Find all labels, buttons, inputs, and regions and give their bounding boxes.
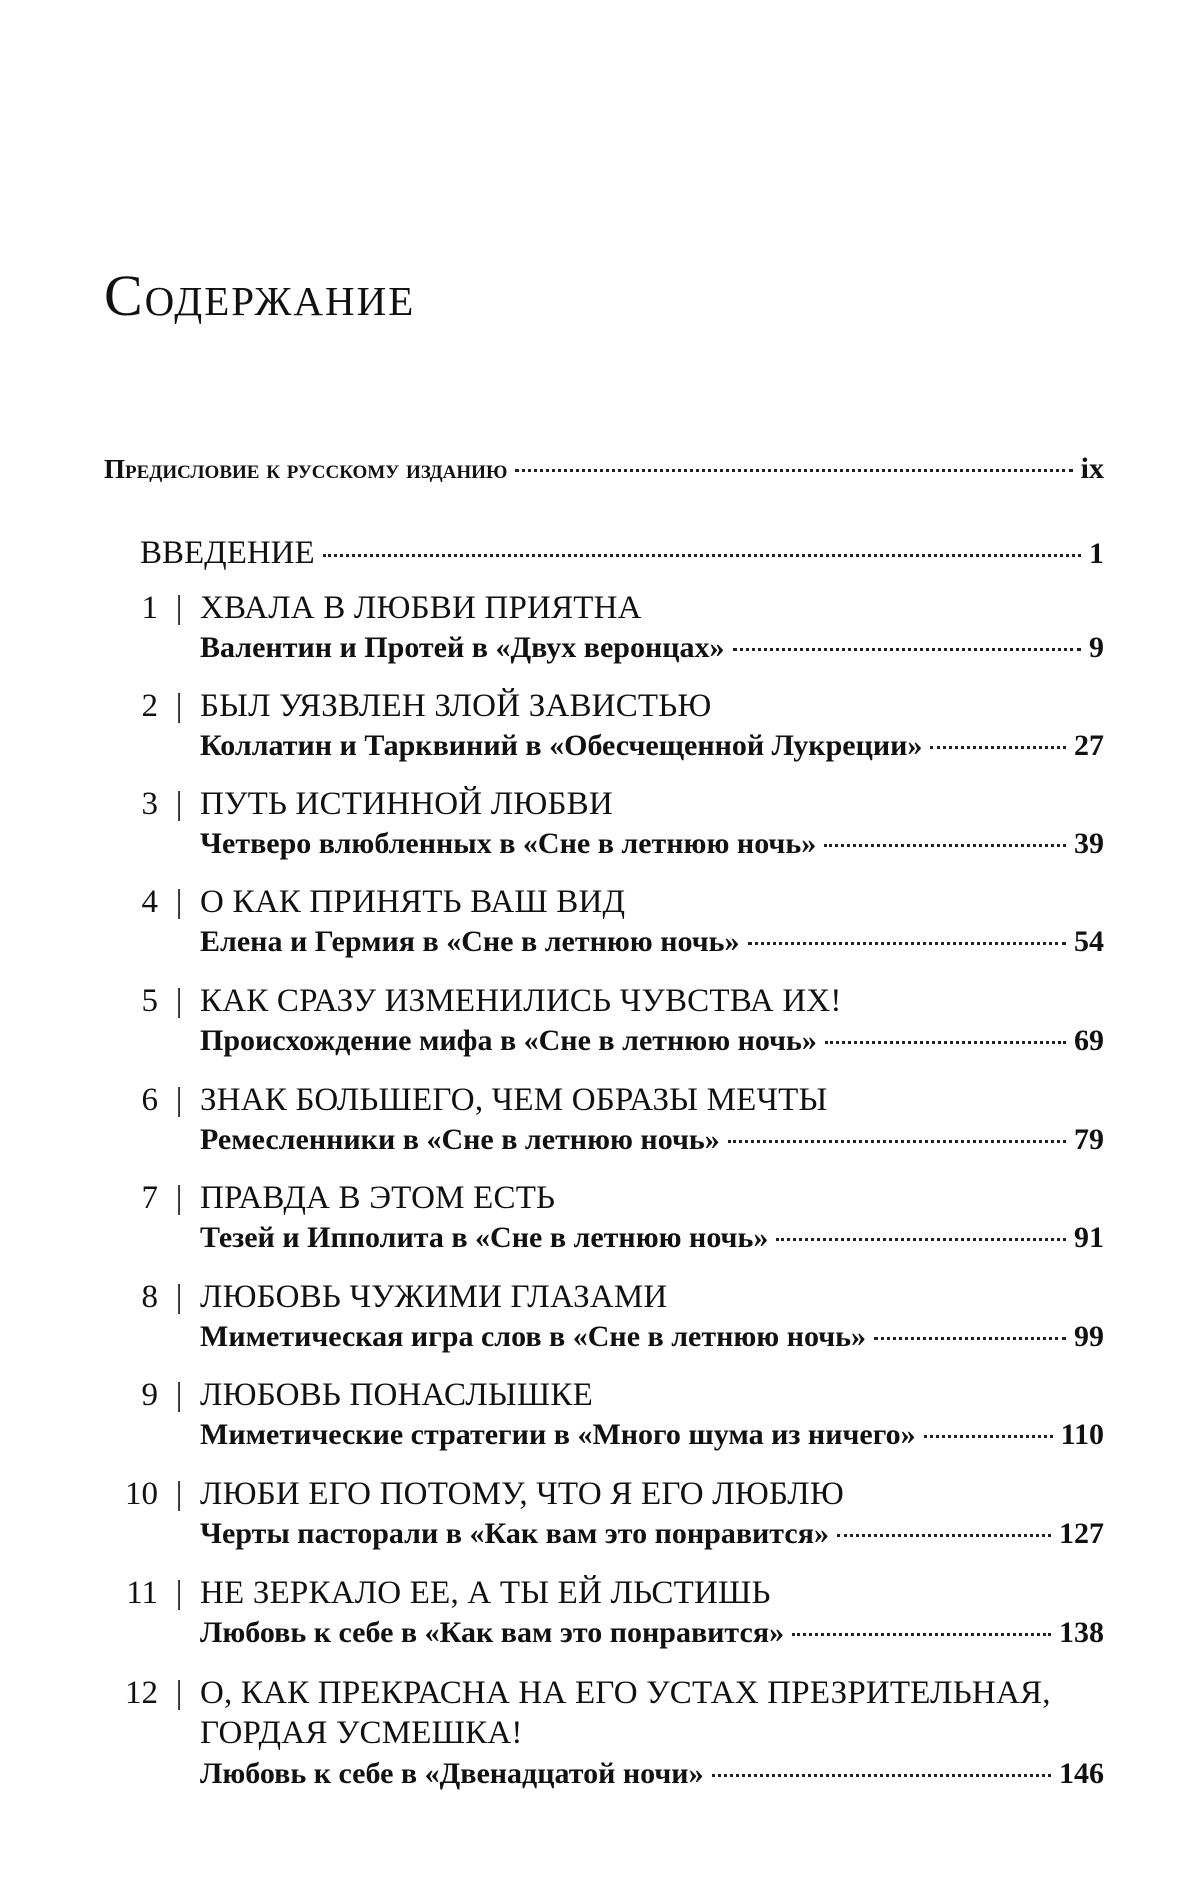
page-number: 91: [1074, 1221, 1104, 1254]
chapter-subtitle: Коллатин и Тарквиний в «Обесчещенной Лукреции»: [200, 729, 923, 762]
page-number: 110: [1060, 1418, 1104, 1451]
chapter-number: 11: [126, 1575, 158, 1611]
page-number: 39: [1074, 827, 1104, 860]
chapter-number: 1: [141, 590, 158, 626]
page-number: 127: [1059, 1517, 1104, 1550]
chapter-number: 8: [141, 1279, 158, 1315]
chapter-title: НЕ ЗЕРКАЛО ЕЕ, А ТЫ ЕЙ ЛЬСТИШЬ: [200, 1575, 771, 1611]
separator: |: [175, 590, 183, 626]
chapter-number: 6: [141, 1082, 158, 1118]
toc-entry-chapter[interactable]: [104, 884, 1104, 959]
toc-entry-chapter[interactable]: [104, 1673, 1104, 1791]
chapter-title: О, КАК ПРЕКРАСНА НА ЕГО УСТАХ ПРЕЗРИТЕЛЬНАЯ, ГОРДАЯ УСМЕШКА!: [200, 1675, 1051, 1751]
toc-entry-chapter[interactable]: [104, 786, 1104, 861]
chapter-title: БЫЛ УЯЗВЛЕН ЗЛОЙ ЗАВИСТЬЮ: [200, 688, 712, 724]
toc-entry-chapter[interactable]: [104, 1180, 1104, 1255]
chapter-number: 9: [141, 1377, 158, 1413]
dot-leader: [776, 1238, 1066, 1241]
toc-entry-preface[interactable]: [104, 452, 1104, 486]
chapter-subtitle: Ремесленники в «Сне в летнюю ночь»: [200, 1123, 720, 1156]
toc-entry-chapter[interactable]: [104, 1575, 1104, 1650]
chapter-number: 3: [141, 786, 158, 822]
toc-entry-chapter[interactable]: [104, 1279, 1104, 1354]
chapter-title: ЛЮБОВЬ ПОНАСЛЫШКЕ: [200, 1377, 593, 1413]
dot-leader: [515, 469, 1072, 472]
dot-leader: [712, 1774, 1051, 1777]
chapter-subtitle: Любовь к себе в «Двенадцатой ночи»: [200, 1757, 704, 1790]
page-number: 69: [1074, 1024, 1104, 1057]
chapter-number: 5: [141, 983, 158, 1019]
preface-label: Предисловие к русскому изданию: [104, 454, 508, 484]
chapter-subtitle: Происхождение мифа в «Сне в летнюю ночь»: [200, 1024, 817, 1057]
dot-leader: [825, 1041, 1066, 1044]
separator: |: [175, 688, 183, 724]
dot-leader: [874, 1337, 1066, 1340]
chapter-title: ЗНАК БОЛЬШЕГО, ЧЕМ ОБРАЗЫ МЕЧТЫ: [200, 1082, 828, 1118]
page-number: 54: [1074, 925, 1104, 958]
separator: |: [175, 1279, 183, 1315]
dot-leader: [323, 554, 1081, 557]
toc-entry-chapter[interactable]: [104, 590, 1104, 665]
separator: |: [175, 1476, 183, 1512]
dot-leader: [748, 942, 1066, 945]
chapter-subtitle: Миметические стратегии в «Много шума из ничего»: [200, 1418, 916, 1451]
dot-leader: [733, 648, 1081, 651]
chapter-number: 2: [141, 688, 158, 724]
dot-leader: [930, 746, 1066, 749]
chapter-number: 10: [125, 1476, 158, 1512]
chapter-title: О КАК ПРИНЯТЬ ВАШ ВИД: [200, 884, 626, 920]
toc-entry-chapter[interactable]: [104, 1476, 1104, 1551]
chapter-subtitle: Черты пасторали в «Как вам это понравится»: [200, 1517, 829, 1550]
separator: |: [175, 1082, 183, 1118]
page-title: Содержание: [104, 263, 416, 328]
introduction-label: ВВЕДЕНИЕ: [140, 535, 315, 571]
separator: |: [175, 1377, 183, 1413]
toc-entry-chapter[interactable]: [104, 983, 1104, 1058]
separator: |: [175, 1575, 183, 1611]
chapter-subtitle: Валентин и Протей в «Двух веронцах»: [200, 631, 725, 664]
dot-leader: [824, 844, 1066, 847]
dot-leader: [924, 1435, 1053, 1438]
chapter-subtitle: Тезей и Ипполита в «Сне в летнюю ночь»: [200, 1221, 769, 1254]
chapter-title: КАК СРАЗУ ИЗМЕНИЛИСЬ ЧУВСТВА ИХ!: [200, 983, 842, 1019]
page-number: 9: [1089, 631, 1104, 664]
chapter-subtitle: Миметическая игра слов в «Сне в летнюю ночь»: [200, 1320, 867, 1353]
chapter-title: ЛЮБИ ЕГО ПОТОМУ, ЧТО Я ЕГО ЛЮБЛЮ: [200, 1476, 845, 1512]
chapter-title: ПУТЬ ИСТИННОЙ ЛЮБВИ: [200, 786, 613, 822]
chapter-number: 7: [141, 1180, 158, 1216]
dot-leader: [792, 1633, 1051, 1636]
separator: |: [175, 1180, 183, 1216]
page-number: ix: [1080, 452, 1104, 485]
chapter-number: 12: [125, 1675, 158, 1711]
page-number: 99: [1074, 1320, 1104, 1353]
separator: |: [175, 983, 183, 1019]
chapter-subtitle: Любовь к себе в «Как вам это понравится»: [200, 1616, 785, 1649]
chapter-title: ЛЮБОВЬ ЧУЖИМИ ГЛАЗАМИ: [200, 1279, 668, 1315]
toc-entry-chapter[interactable]: [104, 688, 1104, 763]
toc-entry-chapter[interactable]: [104, 1082, 1104, 1157]
separator: |: [175, 786, 183, 822]
separator: |: [175, 884, 183, 920]
toc-entry-introduction[interactable]: [140, 535, 1104, 572]
chapter-title: ПРАВДА В ЭТОМ ЕСТЬ: [200, 1180, 556, 1216]
chapter-subtitle: Четверо влюбленных в «Сне в летнюю ночь»: [200, 827, 817, 860]
page-number: 79: [1074, 1123, 1104, 1156]
page-number: 27: [1074, 729, 1104, 762]
dot-leader: [728, 1140, 1066, 1143]
chapter-subtitle: Елена и Гермия в «Сне в летнюю ночь»: [200, 925, 740, 958]
separator: |: [175, 1675, 183, 1711]
page-number: 146: [1059, 1757, 1104, 1790]
page-number: 1: [1089, 537, 1104, 570]
chapter-number: 4: [141, 884, 158, 920]
toc-entry-chapter[interactable]: [104, 1377, 1104, 1452]
page-number: 138: [1059, 1616, 1104, 1649]
dot-leader: [837, 1534, 1051, 1537]
chapter-title: ХВАЛА В ЛЮБВИ ПРИЯТНА: [200, 590, 642, 626]
